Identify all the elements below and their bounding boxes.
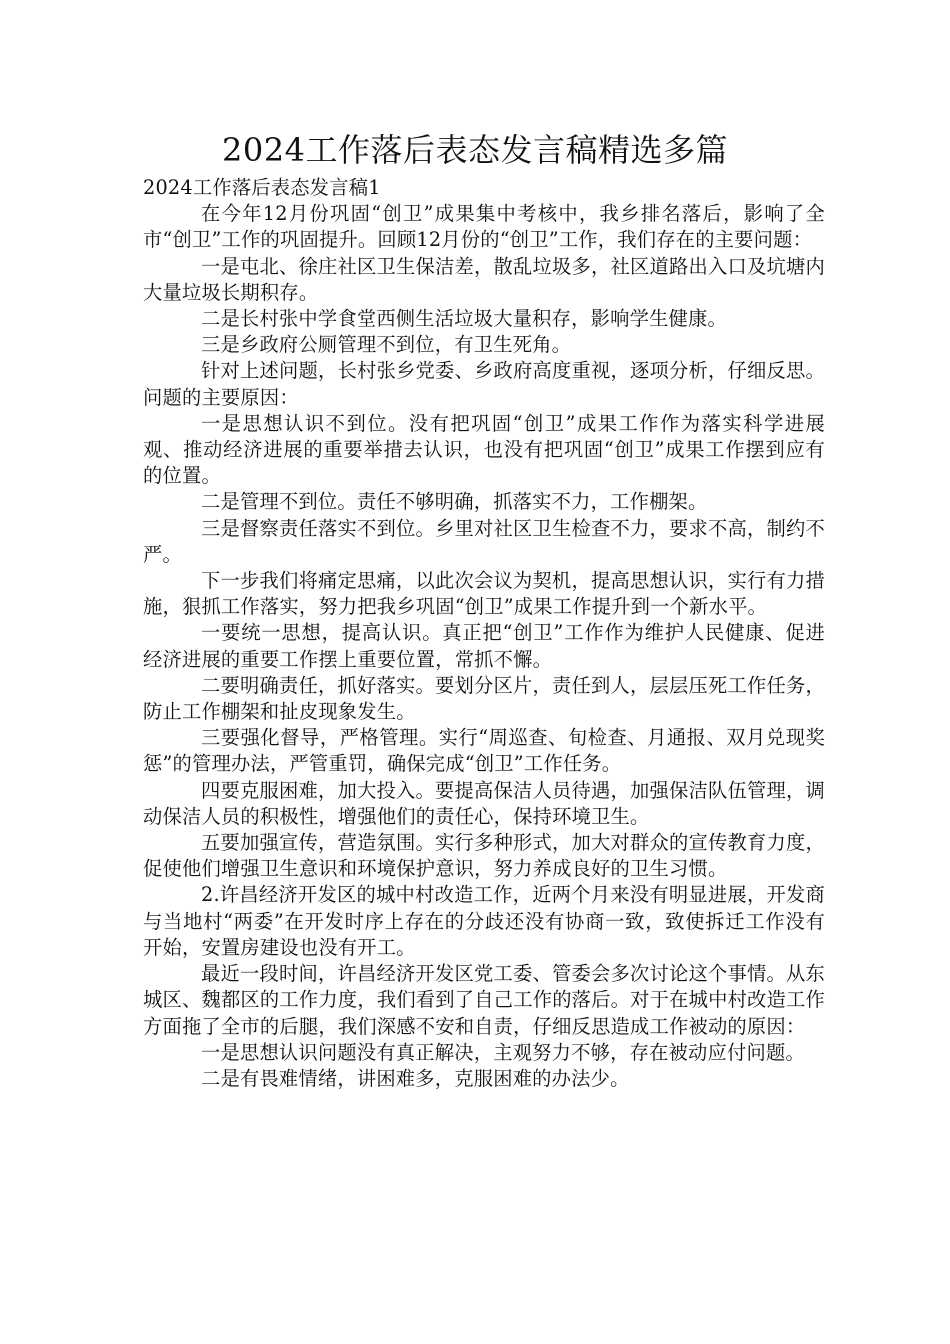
paragraph: 一是思想认识问题没有真正解决，主观努力不够，存在被动应付问题。 (201, 1040, 805, 1064)
document-body (143, 175, 825, 1092)
paragraph: 针对上述问题，长村张乡党委、乡政府高度重视，逐项分析，仔细反思。问题的主要原因： (143, 359, 825, 409)
paragraph: 一是思想认识不到位。没有把巩固“创卫”成果工作作为落实科学进展观、推动经济进展的重要举措去认识，也没有把巩固“创卫”成果工作摆到应有的位置。 (143, 411, 825, 488)
paragraph: 下一步我们将痛定思痛，以此次会议为契机，提高思想认识，实行有力措施，狠抓工作落实，努力把我乡巩固“创卫”成果工作提升到一个新水平。 (143, 569, 825, 619)
paragraph: 一要统一思想，提高认识。真正把“创卫”工作作为维护人民健康、促进经济进展的重要工作摆上重要位置，常抓不懈。 (143, 621, 825, 671)
paragraph: 在今年12月份巩固“创卫”成果集中考核中，我乡排名落后，影响了全市“创卫”工作的巩固提升。回顾12月份的“创卫”工作，我们存在的主要问题： (143, 202, 825, 252)
paragraph: 二是管理不到位。责任不够明确，抓落实不力，工作棚架。 (201, 490, 708, 514)
paragraph: 二是有畏难情绪，讲困难多，克服困难的办法少。 (201, 1066, 630, 1090)
paragraph: 三是乡政府公厕管理不到位，有卫生死角。 (201, 333, 572, 357)
section-heading: 2024工作落后表态发言稿1 (143, 176, 381, 199)
paragraph: 2.许昌经济开发区的城中村改造工作，近两个月来没有明显进展，开发商与当地村“两委”在开发时序上存在的分歧还没有协商一致，致使拆迁工作没有开始，安置房建设也没有开工。 (143, 883, 825, 959)
document-title: 2024工作落后表态发言稿精选多篇 (222, 131, 728, 169)
paragraph: 一是屯北、徐庄社区卫生保洁差，散乱垃圾多，社区道路出入口及坑塘内大量垃圾长期积存。 (143, 254, 825, 304)
paragraph: 五要加强宣传，营造氛围。实行多种形式，加大对群众的宣传教育力度，促使他们增强卫生意识和环境保护意识，努力养成良好的卫生习惯。 (143, 831, 825, 881)
paragraph: 最近一段时间，许昌经济开发区党工委、管委会多次讨论这个事情。从东城区、魏都区的工作力度，我们看到了自己工作的落后。对于在城中村改造工作方面拖了全市的后腿，我们深感不安和自责，仔细反思造成工作被动的原因： (143, 962, 825, 1038)
paragraph: 二要明确责任，抓好落实。要划分区片，责任到人，层层压死工作任务，防止工作棚架和扯皮现象发生。 (143, 673, 825, 724)
paragraph: 三要强化督导，严格管理。实行“周巡查、旬检查、月通报、双月兑现奖惩”的管理办法，严管重罚，确保完成“创卫”工作任务。 (143, 726, 825, 776)
paragraph: 二是长村张中学食堂西侧生活垃圾大量积存，影响学生健康。 (201, 307, 727, 331)
paragraph: 四要克服困难，加大投入。要提高保洁人员待遇，加强保洁队伍管理，调动保洁人员的积极性，增强他们的责任心，保持环境卫生。 (143, 778, 825, 828)
paragraph: 三是督察责任落实不到位。乡里对社区卫生检查不力，要求不高，制约不严。 (143, 516, 825, 566)
